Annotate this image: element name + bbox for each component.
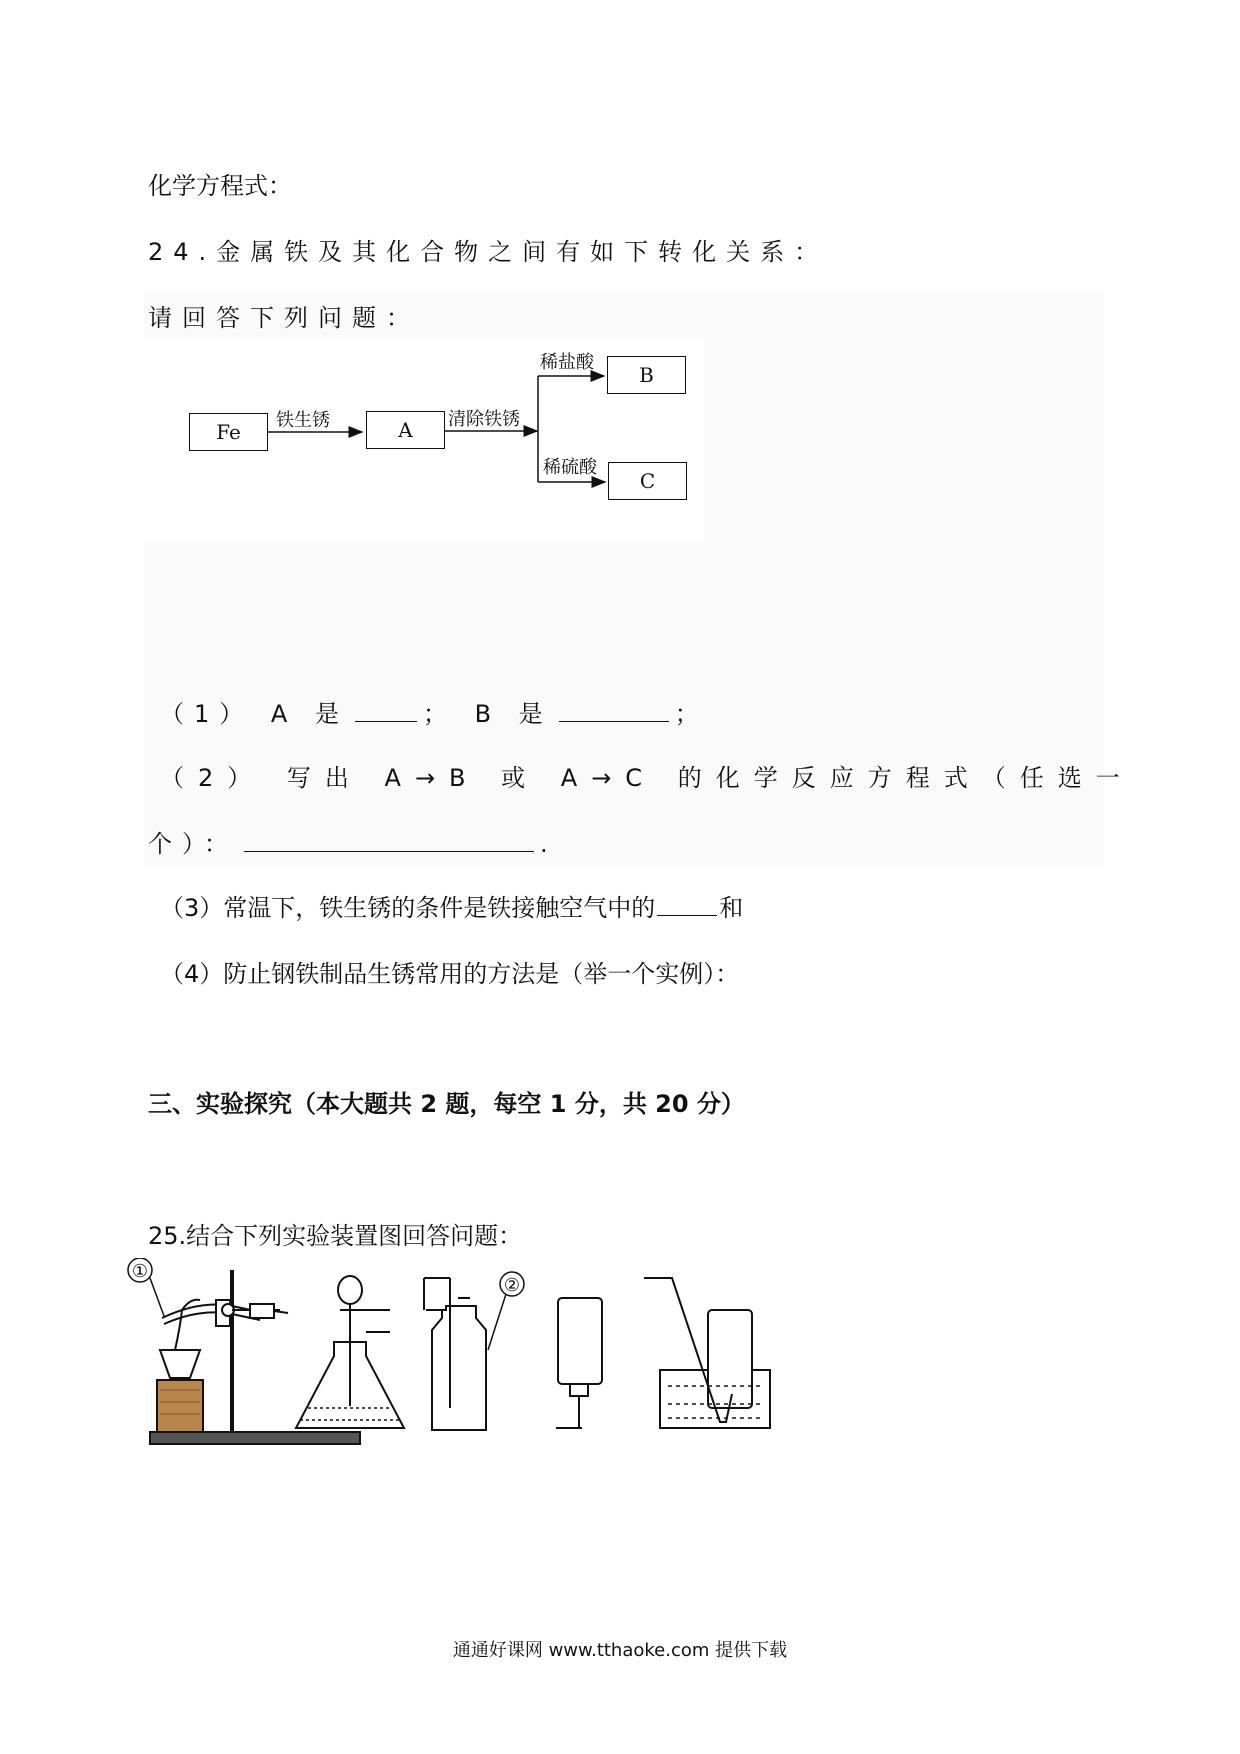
answer-blank-equation[interactable] (244, 829, 534, 852)
question-24-title: 24.金属铁及其化合物之间有如下转化关系： (148, 238, 829, 266)
footer: 通通好课网 www.tthaoke.com 提供下载 (452, 1640, 788, 1661)
a-box: A (366, 411, 445, 449)
answer-blank-condition[interactable] (657, 893, 717, 916)
apparatus-figure (120, 1258, 1020, 1458)
water-trough (644, 1278, 770, 1428)
inverted-bottle (556, 1298, 602, 1428)
label-rust: 铁生锈 (276, 410, 330, 431)
answer-blank-a[interactable] (355, 699, 417, 722)
label-1: ① (131, 1261, 149, 1282)
label-2: ② (503, 1275, 521, 1296)
label-dilute-h2so4: 稀硫酸 (543, 457, 597, 478)
equation-heading: 化学方程式： (148, 172, 292, 200)
heating-apparatus (150, 1270, 360, 1444)
label-dilute-hcl: 稀盐酸 (540, 352, 594, 373)
question-24-part-3: （3）常温下，铁生锈的条件是铁接触空气中的 和 (160, 894, 744, 922)
question-24-prompt: 请回答下列问题： (148, 304, 420, 332)
flow-diagram (144, 340, 704, 540)
question-24-part-2: （2） 写出 A→B 或 A→C 的化学反应方程式（任选一 (160, 764, 1134, 792)
label-remove-rust: 清除铁锈 (448, 409, 520, 430)
gas-bottle (424, 1278, 486, 1430)
c-box: C (608, 462, 687, 500)
question-25-title: 25.结合下列实验装置图回答问题： (148, 1222, 523, 1250)
flask-apparatus (296, 1276, 404, 1428)
question-24-part-2-cont: 个）： . (148, 830, 558, 858)
question-24-part-4: （4）防止钢铁制品生锈常用的方法是（举一个实例）： (160, 960, 740, 988)
fe-box: Fe (189, 413, 268, 451)
b-box: B (607, 356, 686, 394)
section-3-heading: 三、实验探究（本大题共 2 题，每空 1 分，共 20 分） (148, 1090, 745, 1118)
question-24-part-1: （1） A 是 ； B 是 ； (160, 700, 709, 728)
answer-blank-b[interactable] (559, 699, 669, 722)
